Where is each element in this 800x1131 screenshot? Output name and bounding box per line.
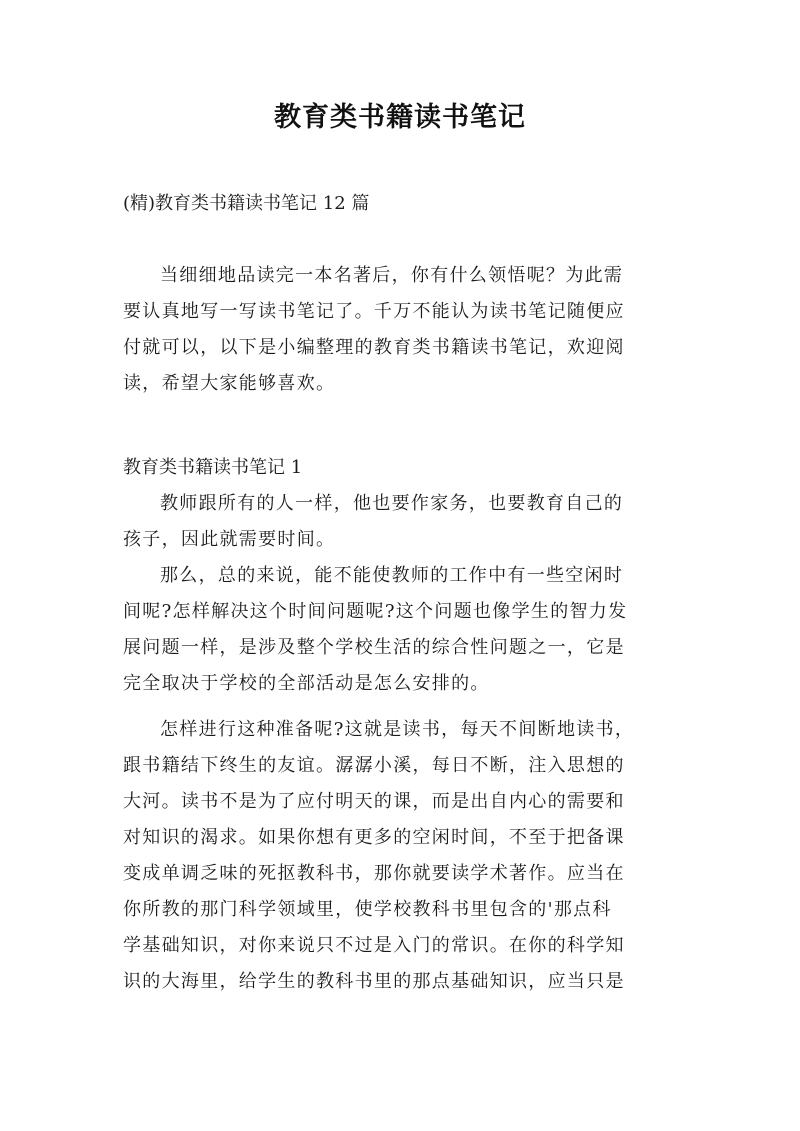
intro-line: 读，希望大家能够喜欢。 xyxy=(123,373,336,394)
document-subtitle: (精)教育类书籍读书笔记 12 篇 xyxy=(123,193,370,214)
paragraph-line: 孩子，因此就需要时间。 xyxy=(123,529,336,550)
intro-line: 付就可以，以下是小编整理的教育类书籍读书笔记，欢迎阅 xyxy=(123,337,625,358)
paragraph-line: 大河。读书不是为了应付明天的课，而是出自内心的需要和 xyxy=(123,791,625,812)
paragraph-line: 学基础知识，对你来说只不过是入门的常识。在你的科学知 xyxy=(123,935,625,956)
intro-line: 当细细地品读完一本名著后，你有什么领悟呢？为此需 xyxy=(160,265,624,286)
paragraph-line: 对知识的渴求。如果你想有更多的空闲时间，不至于把备课 xyxy=(123,827,625,848)
paragraph-line: 识的大海里，给学生的教科书里的那点基础知识，应当只是 xyxy=(123,971,625,992)
paragraph-line: 你所教的那门科学领域里，使学校教科书里包含的'那点科 xyxy=(123,899,612,920)
paragraph-line: 完全取决于学校的全部活动是怎么安排的。 xyxy=(123,673,490,694)
intro-line: 要认真地写一写读书笔记了。千万不能认为读书笔记随便应 xyxy=(123,301,625,322)
paragraph-line: 怎样进行这种准备呢?这就是读书，每天不间断地读书， xyxy=(160,719,635,740)
section-heading: 教育类书籍读书笔记 1 xyxy=(123,457,303,478)
paragraph-line: 那么，总的来说，能不能使教师的工作中有一些空闲时 xyxy=(160,565,624,586)
paragraph-line: 间呢?怎样解决这个时间问题呢?这个问题也像学生的智力发 xyxy=(123,601,628,622)
paragraph-line: 展问题一样，是涉及整个学校生活的综合性问题之一，它是 xyxy=(123,637,625,658)
paragraph-line: 教师跟所有的人一样，他也要作家务，也要教育自己的 xyxy=(160,493,624,514)
paragraph-line: 跟书籍结下终生的友谊。潺潺小溪，每日不断，注入思想的 xyxy=(123,755,625,776)
document-title: 教育类书籍读书笔记 xyxy=(274,102,526,133)
paragraph-line: 变成单调乏味的死抠教科书，那你就要读学术著作。应当在 xyxy=(123,863,625,884)
